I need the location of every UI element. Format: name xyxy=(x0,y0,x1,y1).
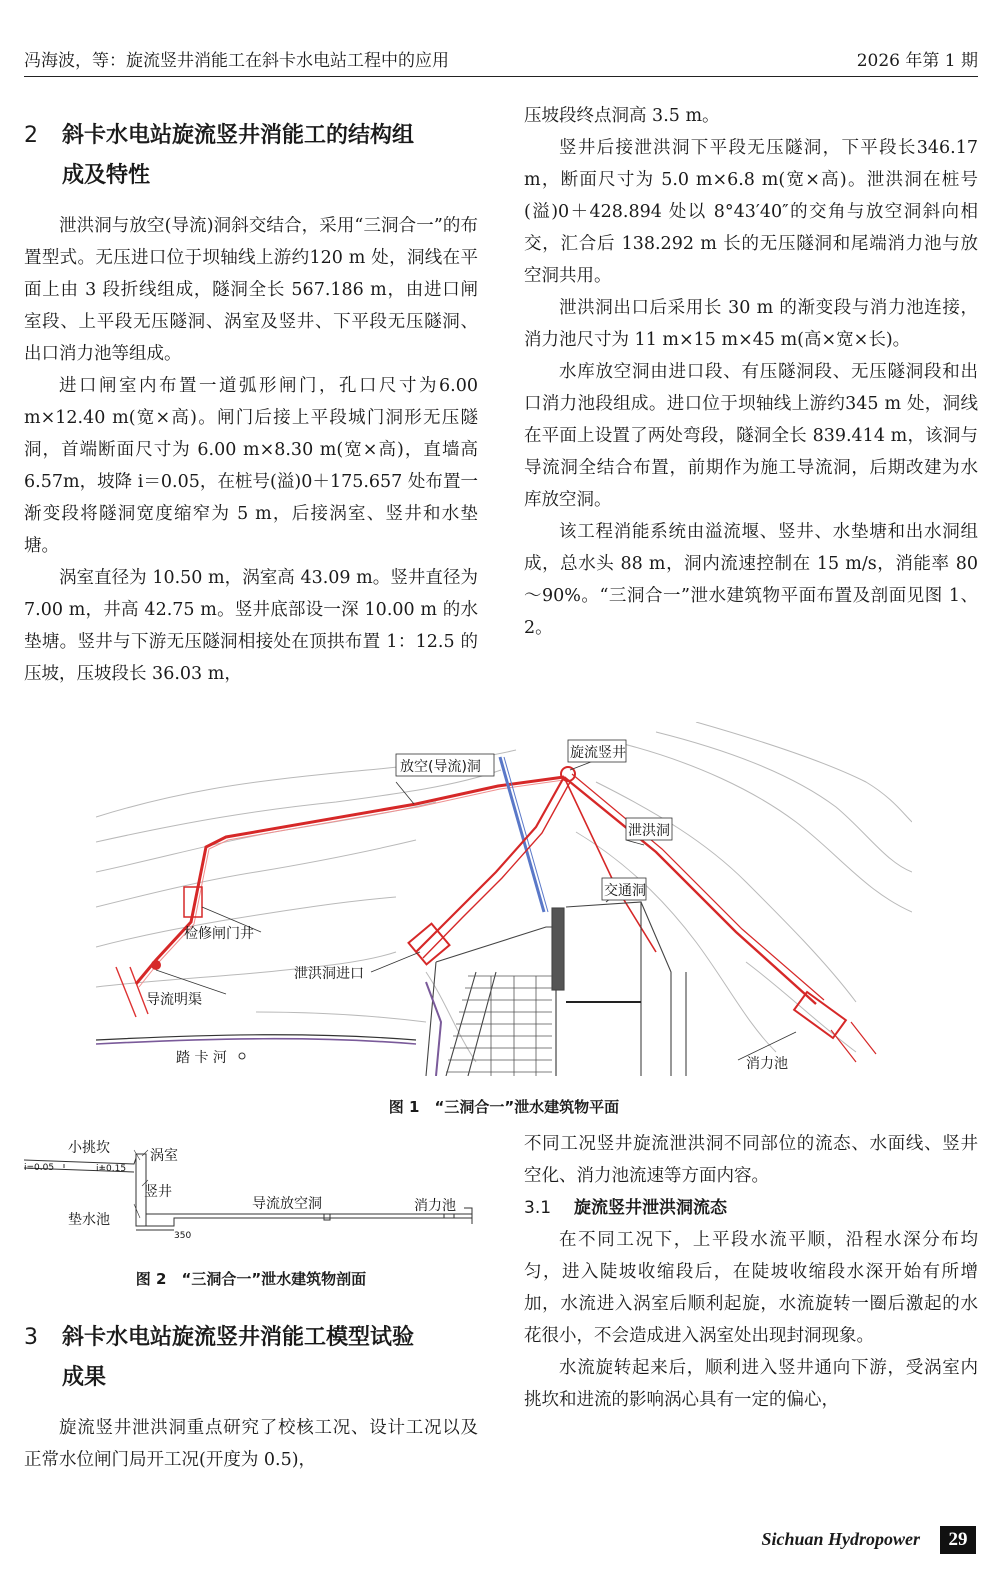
section-2-paragraph-5: 竖井后接泄洪洞下平段无压隧洞，下平段长346.17 m，断面尺寸为 5.0 m×6.8 m(宽×高)。泄洪洞在桩号(溢)0＋428.894 处以 8°43′40″的交角与放空洞斜向相交，汇合后 138.292 m 长的无压隧洞和尾端消力池与放空洞共用。 xyxy=(524,138,978,286)
fig2-label-dianshuichi: 垫水池 xyxy=(68,1212,110,1228)
section-2-paragraph-7: 水库放空洞由进口段、有压隧洞段、无压隧洞段和出口消力池段组成。进口位于坝轴线上游约345 m 处，洞线在平面上设置了两处弯段，隧洞全长 839.414 m，该洞与导流洞全结合布置，前期作为施工导流洞，后期改建为水库放空洞。 xyxy=(524,362,978,510)
fig1-label-river: 踏 卡 河 xyxy=(176,1050,227,1066)
fig2-label-slope2: i=0.15 xyxy=(96,1164,127,1174)
section-2-paragraph-4: 压坡段终点洞高 3.5 m。 xyxy=(524,106,720,126)
figure-2-drawing xyxy=(24,1138,478,1244)
fig1-label-jinkou: 泄洪洞进口 xyxy=(294,966,364,982)
fig1-label-jiaotong: 交通洞 xyxy=(604,883,646,899)
fig2-label-shujing: 竖井 xyxy=(144,1184,172,1200)
section-3-heading xyxy=(24,1318,478,1398)
section-3-paragraph-2: 在不同工况下，上平段水流平顺，沿程水深分布均匀，进入陡坡收缩段后，在陡坡收缩段水深开始有所增加，水流进入涡室后顺利起旋，水流旋转一圈后激起的水花很小，不会造成进入涡室处出现封洞现象。 xyxy=(524,1230,978,1346)
fig2-label-xiaoli: 消力池 xyxy=(414,1198,456,1214)
section-2-heading xyxy=(24,116,478,196)
fig1-label-jianxiu: 检修闸门井 xyxy=(184,926,254,942)
fig2-label-daoliu: 导流放空洞 xyxy=(252,1196,322,1212)
header-issue: 2026 年第 1 期 xyxy=(856,51,978,71)
section-2-number: 2 xyxy=(24,123,38,148)
figure-2-section xyxy=(24,1138,478,1244)
section-2-paragraph-1: 泄洪洞与放空(导流)洞斜交结合，采用“三洞合一”的布置型式。无压进口位于坝轴线上游约120 m 处，洞线在平面上由 3 段折线组成，隧洞全长 567.186 m，由进口闸室段、上平段无压隧洞、涡室及竖井、下平段无压隧洞、出口消力池等组成。 xyxy=(24,216,478,364)
journal-name: Sichuan Hydropower xyxy=(761,1529,920,1549)
right-column-top xyxy=(524,100,978,644)
figure-1-plan xyxy=(96,722,912,1076)
figure-1-caption: 图 1 “三洞合一”泄水建筑物平面 xyxy=(388,1098,620,1116)
section-3-paragraph-3: 水流旋转起来后，顺利进入竖井通向下游，受涡室内挑坎和进流的影响涡心具有一定的偏心， xyxy=(524,1358,978,1410)
section-3-paragraph-1a: 旋流竖井泄洪洞重点研究了校核工况、设计工况以及正常水位闸门局开工况(开度为 0.5)， xyxy=(24,1418,478,1470)
fig2-label-tiaokan: 小挑坎 xyxy=(68,1140,110,1156)
right-column-bottom xyxy=(524,1128,978,1416)
running-header xyxy=(24,44,978,77)
section-3-paragraph-1b: 不同工况竖井旋流泄洪洞不同部位的流态、水面线、竖井空化、消力池流速等方面内容。 xyxy=(524,1134,978,1186)
subsection-3-1-number: 3.1 xyxy=(524,1198,552,1218)
subsection-3-1-title: 旋流竖井泄洪洞流态 xyxy=(574,1198,727,1218)
section-2-paragraph-8: 该工程消能系统由溢流堰、竖井、水垫塘和出水洞组成，总水头 88 m，洞内流速控制在 15 m/s，消能率 80～90%。“三洞合一”泄水建筑物平面布置及剖面见图 1、2。 xyxy=(524,522,978,638)
fig1-label-fangkong: 放空(导流)洞 xyxy=(400,759,481,775)
section-2-paragraph-3: 涡室直径为 10.50 m，涡室高 43.09 m。竖井直径为 7.00 m，井高 42.75 m。竖井底部设一深 10.00 m 的水垫塘。竖井与下游无压隧洞相接处在顶拱布置 1：12.5 的压坡，压坡段长 36.03 m， xyxy=(24,568,478,684)
section-3-title-line2: 成果 xyxy=(62,1365,107,1390)
subsection-3-1-heading xyxy=(524,1192,978,1224)
figure-1-drawing xyxy=(96,722,912,1076)
section-2-title-line2: 成及特性 xyxy=(62,163,151,188)
section-3-title-line1: 斜卡水电站旋流竖井消能工模型试验 xyxy=(62,1325,415,1350)
fig2-label-woshi: 涡室 xyxy=(150,1148,178,1164)
header-title: 冯海波，等：旋流竖井消能工在斜卡水电站工程中的应用 xyxy=(24,51,449,71)
fig2-label-slope1: i=0.05 xyxy=(24,1163,55,1173)
left-column-top xyxy=(24,116,478,690)
section-2-title-line1: 斜卡水电站旋流竖井消能工的结构组 xyxy=(62,123,415,148)
section-2-paragraph-6: 泄洪洞出口后采用长 30 m 的渐变段与消力池连接，消力池尺寸为 11 m×15 m×45 m(高×宽×长)。 xyxy=(524,298,978,350)
fig1-label-xiaoli: 消力池 xyxy=(746,1056,788,1072)
section-2-paragraph-2: 进口闸室内布置一道弧形闸门，孔口尺寸为6.00 m×12.40 m(宽×高)。闸门后接上平段城门洞形无压隧洞，首端断面尺寸为 6.00 m×8.30 m(宽×高)，直墙高 6.57m，坡降 i＝0.05，在桩号(溢)0＋175.657 处布置一渐变段将隧洞宽度缩窄为 5 m，后接涡室、竖井和水垫塘。 xyxy=(24,376,478,556)
figure-2-caption: 图 2 “三洞合一”泄水建筑物剖面 xyxy=(135,1270,367,1288)
page-number: 29 xyxy=(940,1526,976,1554)
left-column-bottom xyxy=(24,1318,478,1476)
section-3-number: 3 xyxy=(24,1325,38,1350)
fig1-label-mingqu: 导流明渠 xyxy=(146,992,202,1008)
fig1-label-xiehong: 泄洪洞 xyxy=(628,823,670,839)
fig1-label-xuanliu: 旋流竖井 xyxy=(570,745,626,761)
fig2-label-dim: 350 xyxy=(174,1231,192,1241)
